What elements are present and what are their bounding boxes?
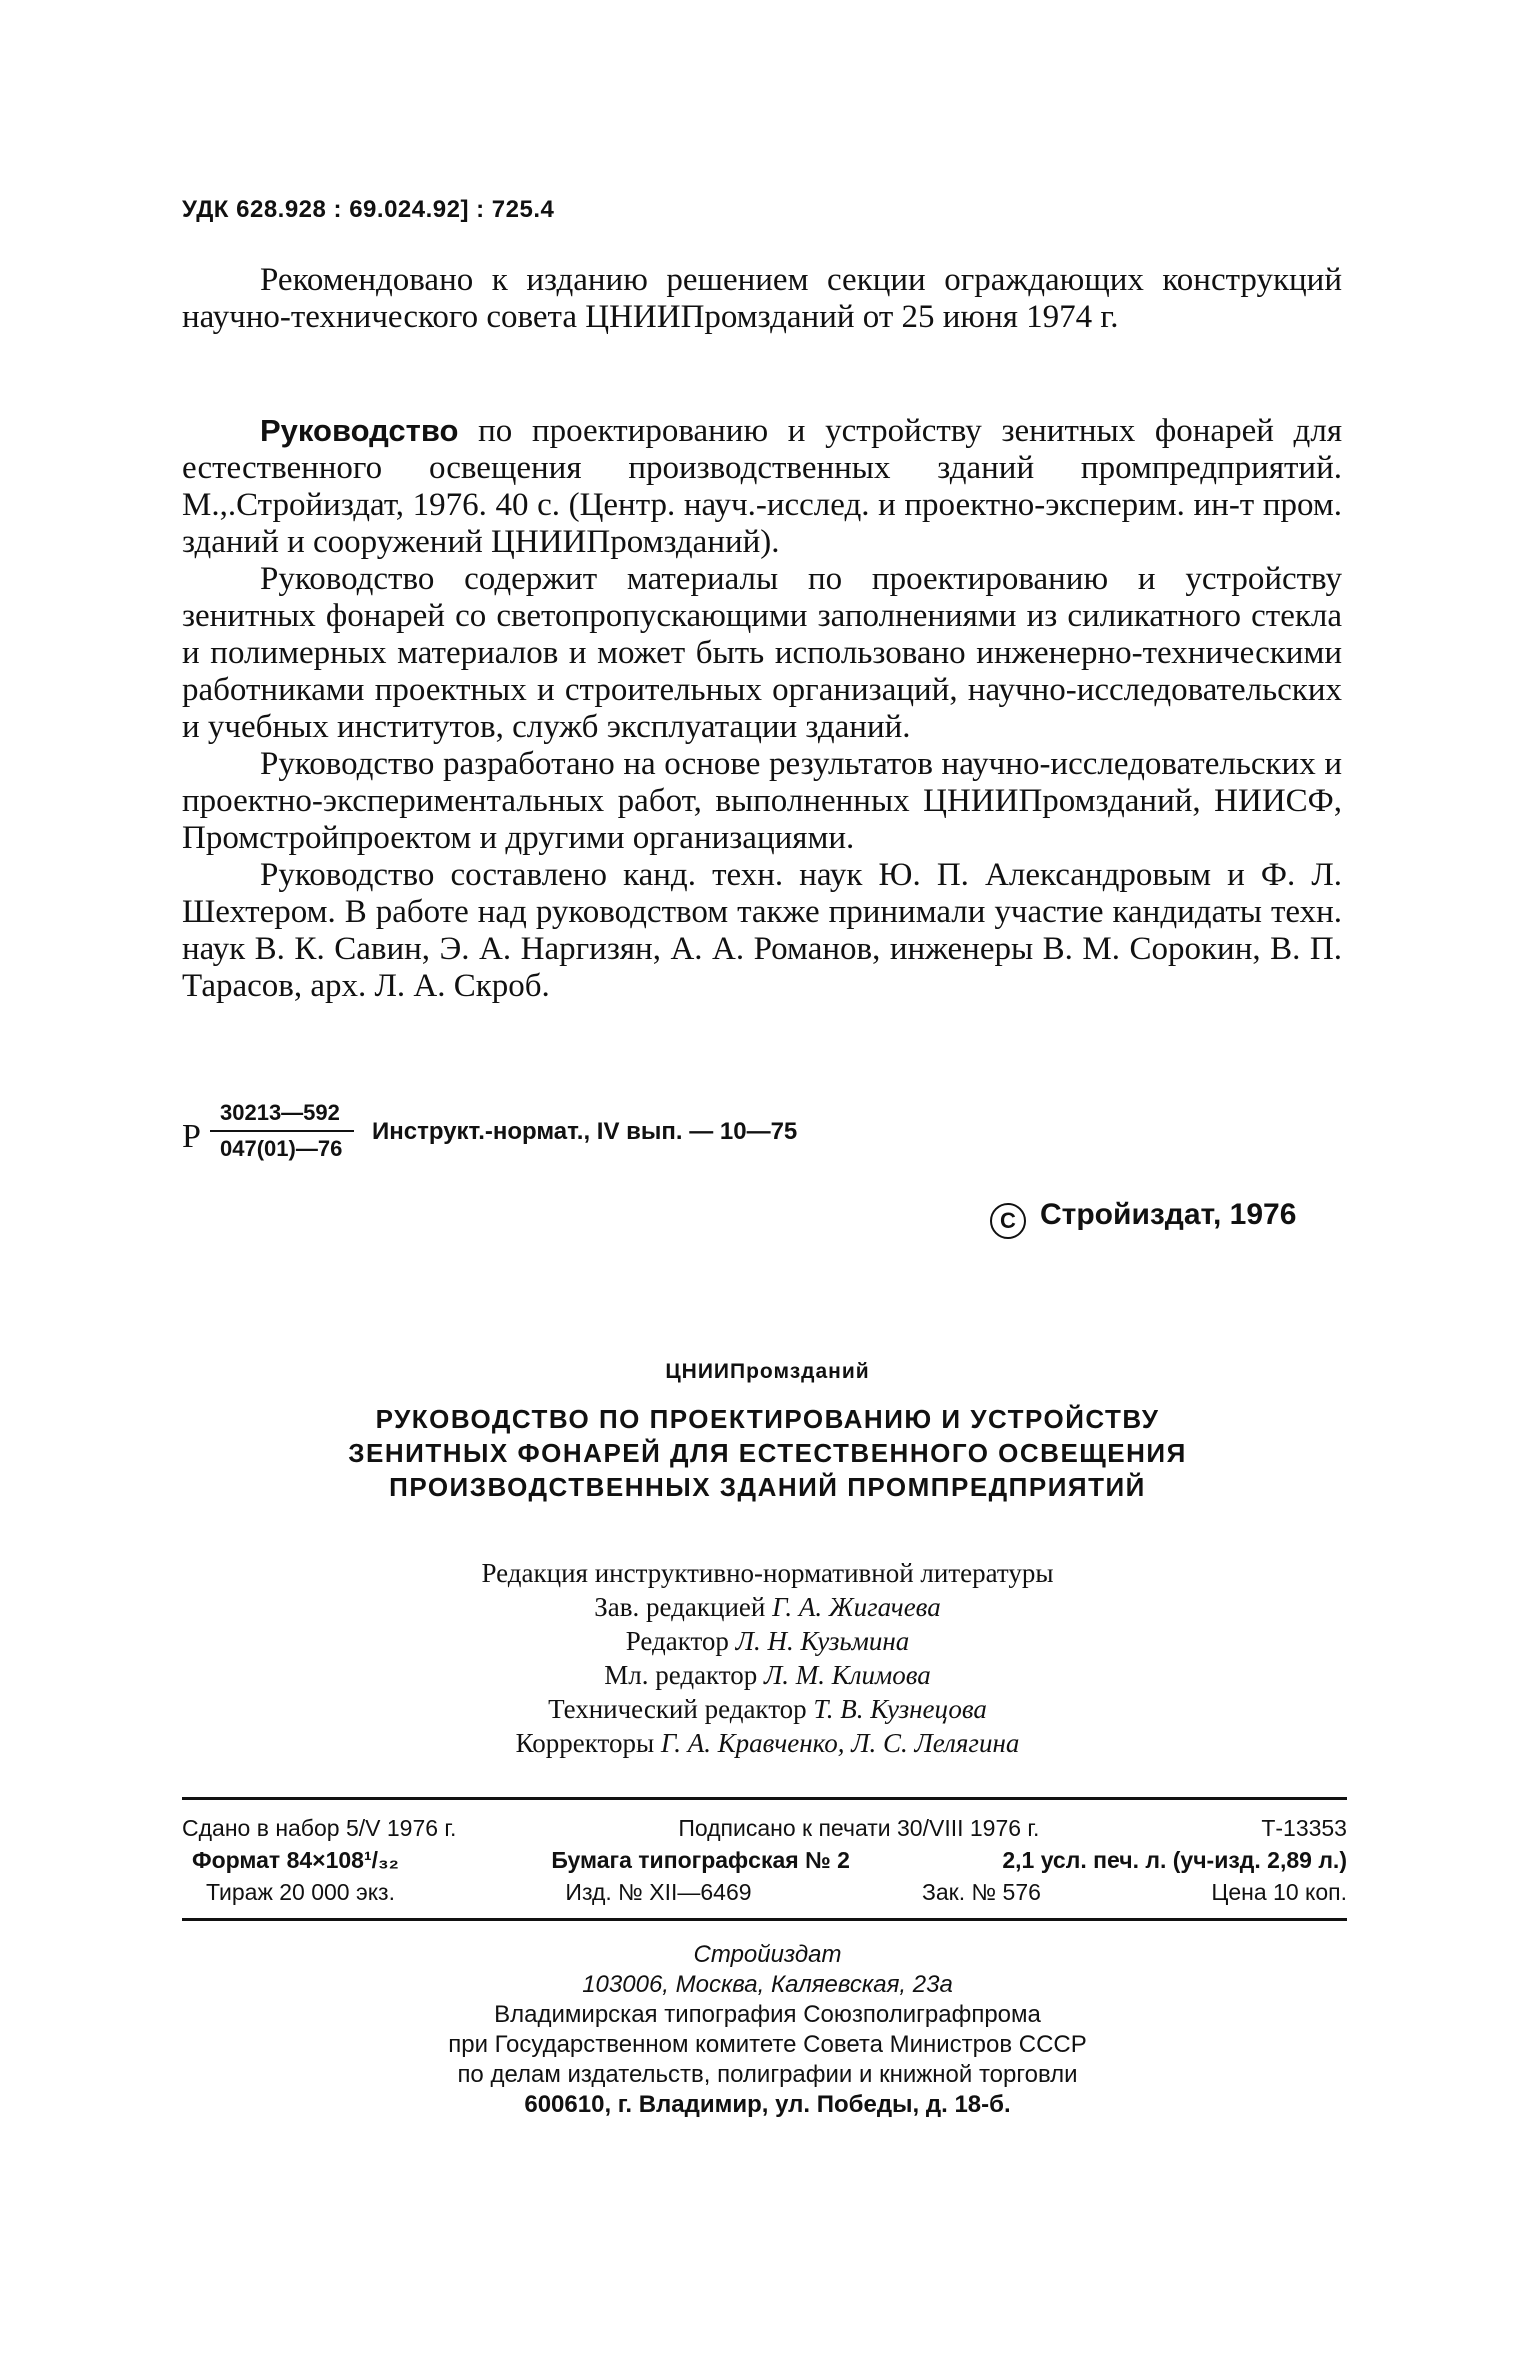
copyright-notice: [990, 1198, 1296, 1239]
credit-name: Л. Н. Кузьмина: [735, 1626, 910, 1656]
printer-address: 600610, г. Владимир, ул. Победы, д. 18-б.: [524, 2091, 1011, 2118]
udk-code: УДК 628.928 : 69.024.92] : 725.4: [182, 196, 555, 223]
credit-role: Редактор: [625, 1626, 736, 1656]
abstract: [182, 412, 1342, 1005]
abstract-paragraph: Руководство разработано на основе результатов научно-исследовательских и проектно-экспериментальных работ, выполненных ЦНИИПромзданий, НИИСФ, Промстройпроектом и другими организациями.: [182, 746, 1342, 856]
publisher-name: Стройиздат: [693, 1941, 842, 1968]
imprint-row: [182, 1876, 1347, 1908]
index-text: Инструкт.-нормат., IV вып. — 10—75: [372, 1118, 798, 1145]
credit-role: Корректоры: [515, 1728, 661, 1758]
index-numerator: 30213—592: [220, 1100, 340, 1125]
imprint-row: [182, 1812, 1347, 1844]
imprint-cell: Тираж 20 000 экз.: [206, 1879, 395, 1905]
book-title: [0, 1402, 1535, 1504]
credit-role: Мл. редактор: [604, 1660, 765, 1690]
credit-row: [0, 1692, 1535, 1726]
print-imprint: [182, 1812, 1347, 1908]
credit-row: [0, 1658, 1535, 1692]
abstract-paragraph: Руководство содержит материалы по проектированию и устройству зенитных фонарей со светопропускающими заполнениями из силикатного стекла и полимерных материалов и может быть использовано инженерно-техническими работниками проектных и строительных организаций, научно-исследовательских и учебных институтов, служб эксплуатации зданий.: [182, 561, 1342, 745]
credit-name: Л. М. Климова: [764, 1660, 931, 1690]
bibliographic-bold-word: Руководство: [260, 413, 459, 448]
editorial-credits: [0, 1556, 1535, 1760]
imprint-cell: 2,1 усл. печ. л. (уч-изд. 2,89 л.): [1002, 1847, 1347, 1873]
publisher-address: 103006, Москва, Каляевская, 23а: [582, 1971, 953, 1998]
recommendation-note: [182, 262, 1342, 336]
credit-name: Г. А. Жигачева: [772, 1592, 941, 1622]
organization-name: ЦНИИПромзданий: [665, 1360, 870, 1383]
credit-row: [0, 1590, 1535, 1624]
imprint-cell: Зак. № 576: [921, 1879, 1041, 1905]
credit-role: Технический редактор: [548, 1694, 814, 1724]
editorial-office: Редакция инструктивно-нормативной литературы: [481, 1558, 1054, 1588]
index-letter: Р: [182, 1118, 201, 1155]
fraction-line: [210, 1130, 354, 1132]
imprint-cell: Изд. № XII—6469: [565, 1879, 752, 1905]
credit-row: [0, 1726, 1535, 1760]
imprint-cell: Подписано к печати 30/VIII 1976 г.: [678, 1815, 1040, 1841]
catalog-index: [182, 1096, 982, 1176]
printer-line: по делам издательств, полиграфии и книжной торговли: [457, 2061, 1078, 2088]
divider-top: [182, 1797, 1347, 1800]
credit-role: Зав. редакцией: [594, 1592, 773, 1622]
publisher-info: [0, 1940, 1535, 2120]
index-denominator: 047(01)—76: [220, 1136, 343, 1161]
imprint-cell: Т-13353: [1261, 1815, 1347, 1841]
title-line: РУКОВОДСТВО ПО ПРОЕКТИРОВАНИЮ И УСТРОЙСТВУ: [375, 1404, 1160, 1434]
credit-name: Г. А. Кравченко, Л. С. Лелягина: [660, 1728, 1020, 1758]
imprint-cell: Сдано в набор 5/V 1976 г.: [182, 1815, 457, 1841]
copyright-text: Стройиздат, 1976: [1040, 1198, 1297, 1231]
abstract-paragraph: Руководство составлено канд. техн. наук Ю. П. Александровым и Ф. Л. Шехтером. В работе над руководством также принимали участие кандидаты техн. наук В. К. Савин, Э. А. Наргизян, А. А. Романов, инженеры В. М. Сорокин, В. П. Тарасов, арх. Л. А. Скроб.: [182, 857, 1342, 1004]
credit-name: Т. В. Кузнецова: [813, 1694, 987, 1724]
title-line: ЗЕНИТНЫХ ФОНАРЕЙ ДЛЯ ЕСТЕСТВЕННОГО ОСВЕЩЕНИЯ: [348, 1438, 1187, 1468]
recommendation-text: Рекомендовано к изданию решением секции ограждающих конструкций научно-технического совета ЦНИИПромзданий от 25 июня 1974 г.: [182, 262, 1342, 335]
printer-line: Владимирская типография Союзполиграфпрома: [494, 2001, 1041, 2028]
imprint-row: [182, 1844, 1347, 1876]
divider-bottom: [182, 1918, 1347, 1921]
bibliographic-text: по проектированию и устройству зенитных фонарей для естественного освещения производственных зданий промпредприятий. М.,.Стройиздат, 1976. 40 с. (Центр. науч.-исслед. и проектно-эксперим. ин-т пром. зданий и сооружений ЦНИИПромзданий).: [182, 413, 1342, 560]
title-line: ПРОИЗВОДСТВЕННЫХ ЗДАНИЙ ПРОМПРЕДПРИЯТИЙ: [389, 1472, 1146, 1502]
imprint-cell: Бумага типографская № 2: [551, 1847, 850, 1873]
printer-line: при Государственном комитете Совета Министров СССР: [448, 2031, 1087, 2058]
imprint-cell: Формат 84×108¹/₃₂: [192, 1847, 399, 1873]
copyright-icon: C: [990, 1203, 1026, 1239]
credit-row: [0, 1624, 1535, 1658]
bibliographic-entry: [182, 412, 1342, 561]
imprint-cell: Цена 10 коп.: [1211, 1879, 1347, 1905]
